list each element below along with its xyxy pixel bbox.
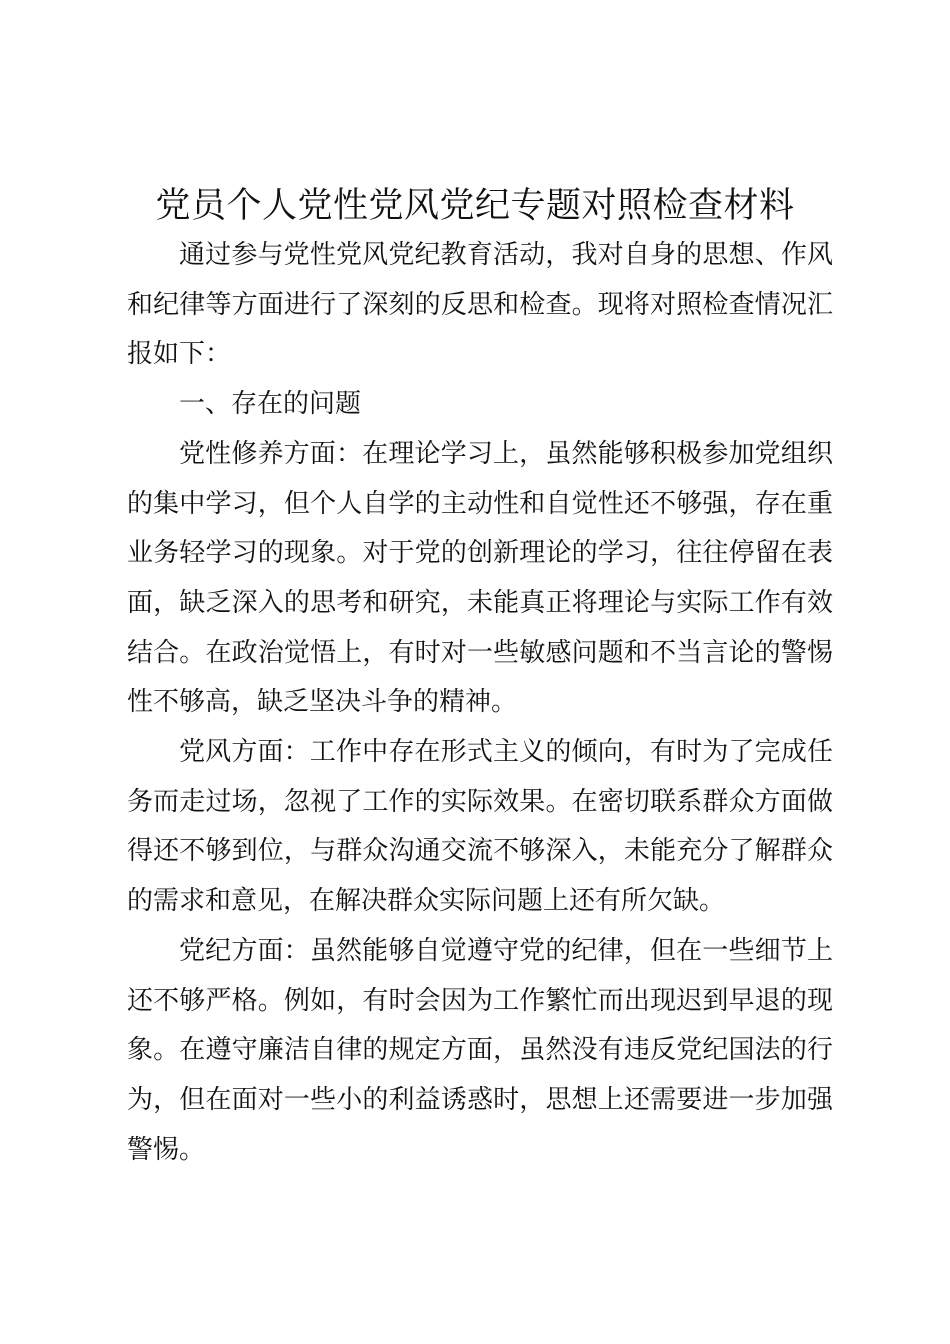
intro-paragraph: 通过参与党性党风党纪教育活动，我对自身的思想、作风和纪律等方面进行了深刻的反思和检查。现将对照检查情况汇报如下： bbox=[127, 240, 833, 370]
document-title: 党员个人党性党风党纪专题对照检查材料 bbox=[155, 186, 795, 226]
party-style-paragraph: 党风方面：工作中存在形式主义的倾向，有时为了完成任务而走过场，忽视了工作的实际效果。在密切联系群众方面做得还不够到位，与群众沟通交流不够深入，未能充分了解群众的需求和意见，在解决群众实际问题上还有所欠缺。 bbox=[127, 737, 833, 917]
section-heading: 一、存在的问题 bbox=[179, 389, 362, 420]
document-body bbox=[127, 231, 833, 1175]
party-spirit-paragraph: 党性修养方面：在理论学习上，虽然能够积极参加党组织的集中学习，但个人自学的主动性和自觉性还不够强，存在重业务轻学习的现象。对于党的创新理论的学习，往往停留在表面，缺乏深入的思考和研究，未能真正将理论与实际工作有效结合。在政治觉悟上，有时对一些敏感问题和不当言论的警惕性不够高，缺乏坚决斗争的精神。 bbox=[127, 438, 833, 718]
party-discipline-paragraph: 党纪方面：虽然能够自觉遵守党的纪律，但在一些细节上还不够严格。例如，有时会因为工作繁忙而出现迟到早退的现象。在遵守廉洁自律的规定方面，虽然没有违反党纪国法的行为，但在面对一些小的利益诱惑时，思想上还需要进一步加强警惕。 bbox=[127, 935, 833, 1165]
